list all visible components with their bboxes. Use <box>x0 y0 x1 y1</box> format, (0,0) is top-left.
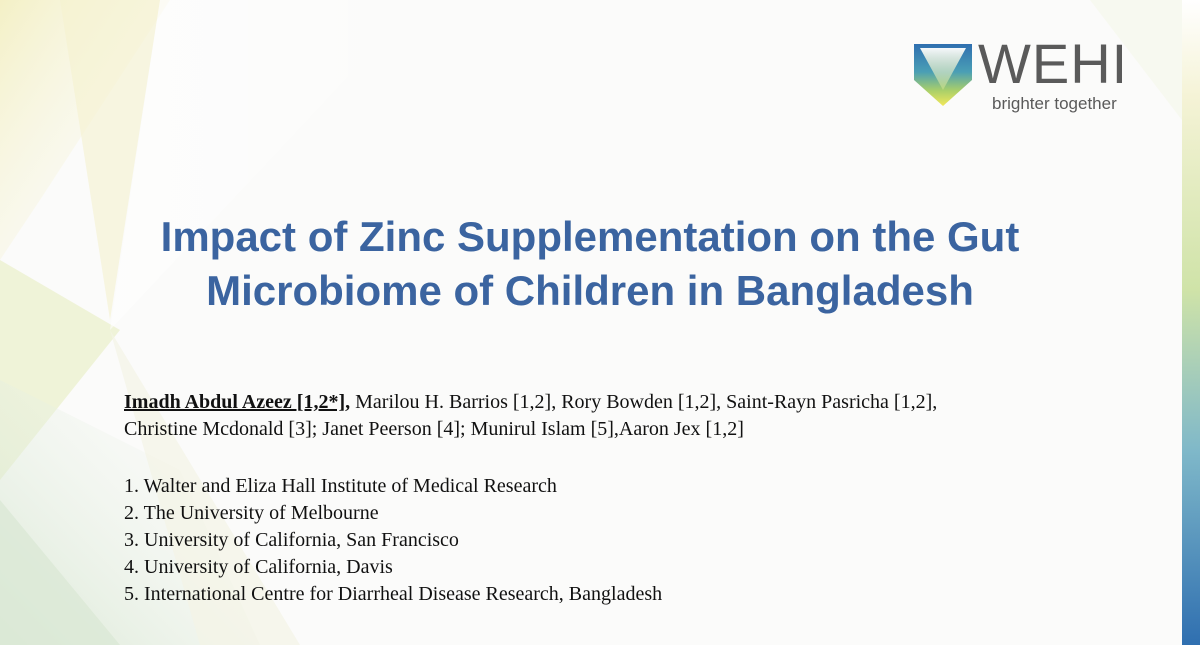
logo-tagline: brighter together <box>992 94 1117 113</box>
lead-author: Imadh Abdul Azeez [1,2*], <box>124 391 351 413</box>
affiliation-item: 4. University of California, Davis <box>124 556 393 578</box>
author-line-1 <box>124 389 1124 416</box>
logo-wordmark: WEHI <box>978 32 1129 95</box>
co-authors-line-1: Marilou H. Barrios [1,2], Rory Bowden [1,2], Saint-Rayn Pasricha [1,2], <box>350 391 938 413</box>
affiliation-item: 3. University of California, San Francisco <box>124 529 459 551</box>
wehi-logo <box>912 32 1132 120</box>
affiliation-item: 1. Walter and Eliza Hall Institute of Medical Research <box>124 475 557 497</box>
co-authors-line-2: Christine Mcdonald [3]; Janet Peerson [4]; Munirul Islam [5],Aaron Jex [1,2] <box>124 418 744 440</box>
affiliation-list <box>124 473 662 608</box>
title-line-2: Microbiome of Children in Bangladesh <box>206 267 974 314</box>
title-line-1: Impact of Zinc Supplementation on the Gut <box>160 213 1020 260</box>
wehi-shield-icon <box>912 42 974 108</box>
affiliation-item: 2. The University of Melbourne <box>124 502 379 524</box>
author-list <box>124 389 1124 443</box>
slide-title <box>0 210 1180 318</box>
affiliation-item: 5. International Centre for Diarrheal Disease Research, Bangladesh <box>124 583 663 605</box>
right-color-stripe <box>1182 0 1200 645</box>
